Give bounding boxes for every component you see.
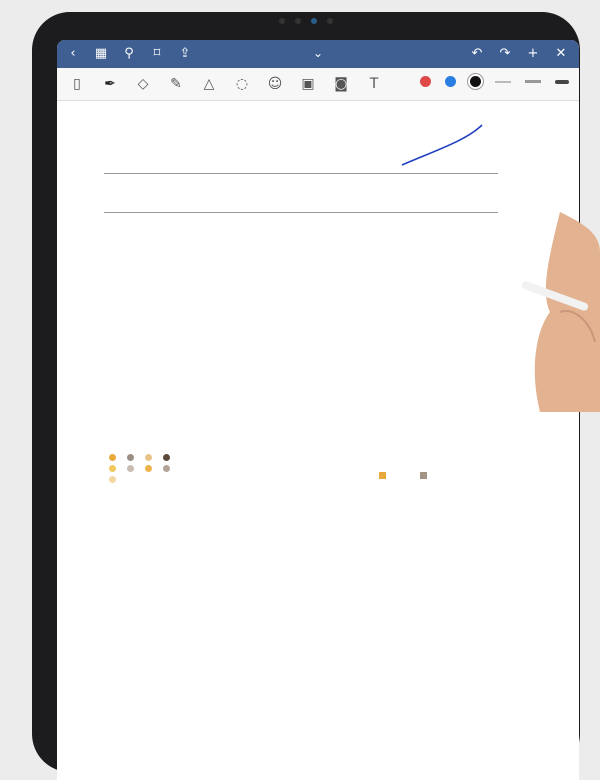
back-icon[interactable]: ‹ bbox=[70, 45, 76, 61]
camera-icon[interactable]: ◙ bbox=[334, 76, 348, 92]
grid-icon[interactable]: ▦ bbox=[94, 45, 108, 61]
legend-auto bbox=[109, 454, 119, 461]
bookmark-icon[interactable]: ⌑ bbox=[153, 45, 161, 61]
color-black-selected[interactable] bbox=[470, 76, 481, 87]
legend-actual bbox=[420, 472, 431, 481]
bar-chart bbox=[293, 242, 503, 462]
legend-travel bbox=[145, 465, 155, 472]
legend-other bbox=[109, 476, 119, 483]
divider bbox=[104, 212, 498, 213]
sidebar-toggle-icon[interactable]: ▯ bbox=[73, 76, 81, 92]
bar-legend bbox=[379, 472, 431, 481]
hand-with-pencil bbox=[520, 212, 600, 412]
pie-legend bbox=[109, 452, 173, 485]
add-icon[interactable]: + bbox=[527, 45, 539, 61]
eraser-icon[interactable]: ◇ bbox=[137, 76, 149, 92]
screen bbox=[57, 40, 579, 780]
pen-toolbar bbox=[57, 68, 579, 101]
color-blue[interactable] bbox=[445, 76, 456, 87]
stroke-medium[interactable] bbox=[525, 80, 541, 83]
shapes-icon[interactable]: △ bbox=[203, 76, 215, 92]
lasso-icon[interactable]: ◌ bbox=[235, 76, 249, 92]
image-icon[interactable]: ▣ bbox=[301, 76, 315, 92]
document-title[interactable]: ⌄ bbox=[312, 46, 324, 60]
pen-tool-icon[interactable]: ✒ bbox=[104, 76, 116, 92]
close-pen-icon[interactable]: ✕ bbox=[555, 45, 567, 61]
stroke-thin[interactable] bbox=[495, 81, 511, 83]
color-red[interactable] bbox=[420, 76, 431, 87]
legend-budget bbox=[379, 472, 390, 481]
share-icon[interactable]: ⇪ bbox=[179, 45, 191, 61]
tablet-frame bbox=[32, 12, 580, 772]
legend-utilities bbox=[163, 465, 173, 472]
redo-icon[interactable]: ↷ bbox=[499, 45, 511, 61]
highlighter-icon[interactable]: ✎ bbox=[170, 76, 182, 92]
legend-entertainment bbox=[127, 454, 137, 461]
camera-array bbox=[279, 18, 333, 24]
sticker-icon[interactable]: ☺ bbox=[267, 76, 283, 92]
legend-medical bbox=[109, 465, 119, 472]
legend-food bbox=[145, 454, 155, 461]
stroke-thick[interactable] bbox=[555, 80, 569, 84]
legend-personal-items bbox=[127, 465, 137, 472]
divider bbox=[104, 173, 498, 174]
legend-home bbox=[163, 454, 173, 461]
handwriting-arrow bbox=[397, 120, 487, 170]
search-icon[interactable]: ⚲ bbox=[124, 45, 134, 61]
text-tool-icon[interactable]: T bbox=[369, 76, 379, 92]
spreadsheet-page bbox=[57, 100, 579, 780]
nav-bar bbox=[57, 40, 579, 68]
undo-icon[interactable]: ↶ bbox=[471, 45, 483, 61]
pie-chart bbox=[109, 244, 269, 404]
